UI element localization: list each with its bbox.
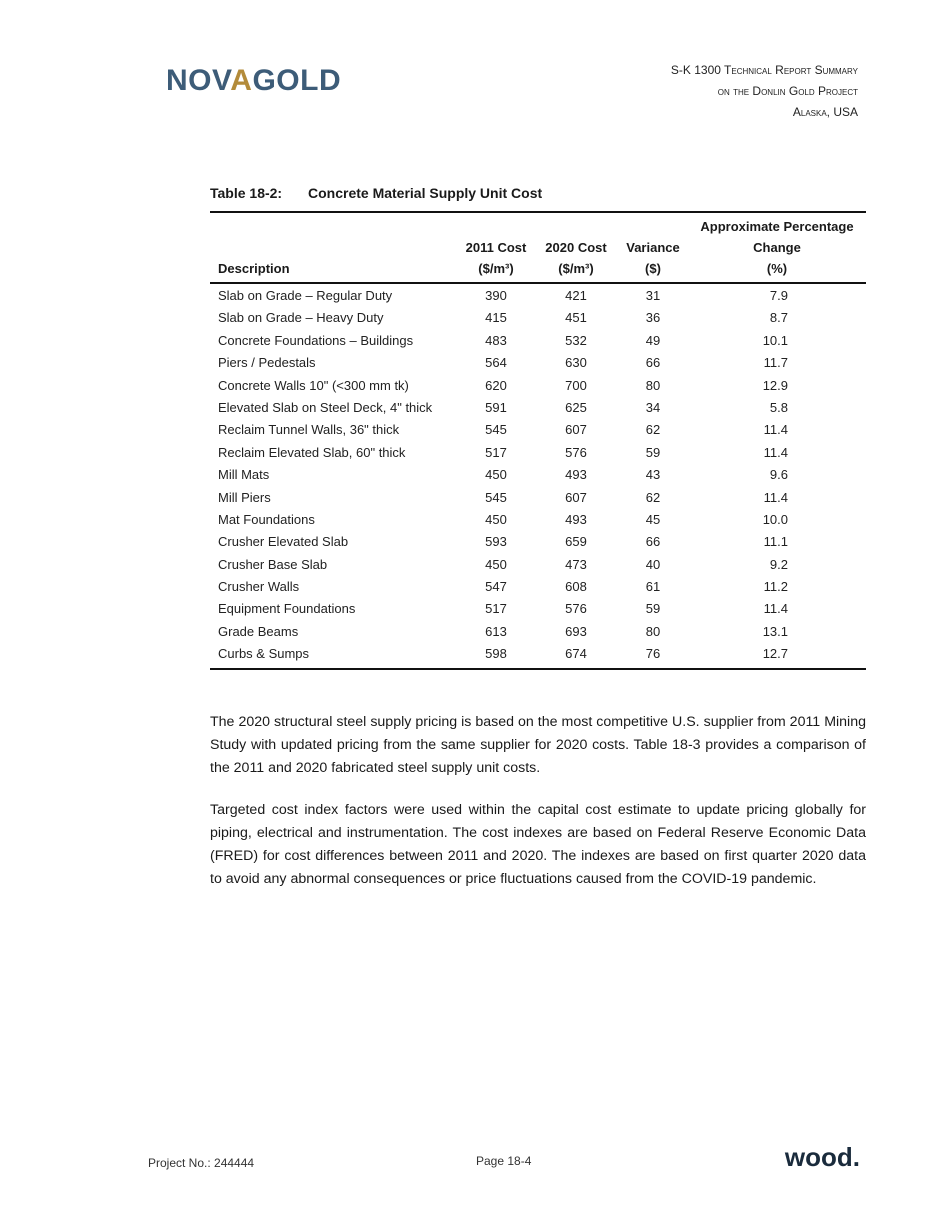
row-description: Mill Mats <box>218 467 270 483</box>
row-description: Crusher Base Slab <box>218 556 328 572</box>
row-2020-cost: 493 <box>565 467 587 483</box>
row-description: Reclaim Tunnel Walls, 36" thick <box>218 422 400 438</box>
row-percentage-change: 11.4 <box>763 601 788 617</box>
logo-text-nov: NOV <box>166 64 231 97</box>
row-percentage-change: 11.1 <box>763 534 788 550</box>
table-row <box>210 375 866 397</box>
row-2011-cost: 613 <box>485 623 507 639</box>
header-line-3: Alaska, USA <box>792 105 858 119</box>
header-2011-cost: 2011 Cost ($/m³) <box>465 240 527 276</box>
table-row <box>210 576 866 598</box>
row-2011-cost: 591 <box>485 399 507 415</box>
row-description: Equipment Foundations <box>218 601 356 617</box>
table-row <box>210 285 866 307</box>
row-2011-cost: 517 <box>485 601 507 617</box>
row-variance: 59 <box>645 601 661 617</box>
table-row <box>210 598 866 620</box>
table-row <box>210 531 866 553</box>
report-header <box>671 60 858 123</box>
row-2020-cost: 693 <box>565 623 587 639</box>
row-2020-cost: 674 <box>565 646 587 662</box>
row-variance: 59 <box>645 444 661 460</box>
row-percentage-change: 9.2 <box>769 556 788 572</box>
novagold-logo <box>166 64 341 98</box>
page-number: Page 18-4 <box>476 1154 532 1168</box>
row-2011-cost: 390 <box>485 288 507 303</box>
row-2020-cost: 493 <box>565 511 587 527</box>
row-2011-cost: 593 <box>485 534 507 550</box>
row-2011-cost: 415 <box>485 310 507 326</box>
row-description: Concrete Walls 10" (<300 mm tk) <box>218 377 409 393</box>
row-variance: 49 <box>645 332 661 348</box>
row-description: Mill Piers <box>218 489 271 505</box>
row-variance: 43 <box>645 467 661 483</box>
table-row <box>210 464 866 486</box>
header-line-1: S-K 1300 Technical Report Summary <box>670 63 858 77</box>
row-description: Mat Foundations <box>218 511 315 527</box>
table-row <box>210 397 866 419</box>
row-2020-cost: 532 <box>565 332 587 348</box>
header-percentage-change: Approximate Percentage Change (%) <box>700 219 854 276</box>
row-2011-cost: 547 <box>485 579 507 595</box>
row-description: Crusher Walls <box>218 579 300 595</box>
table-row <box>210 509 866 531</box>
table-row <box>210 307 866 329</box>
paragraph-steel-pricing: The 2020 structural steel supply pricing is based on the most competitive U.S. supplier from 2011 Mining Study with updated pricing from the same supplier for 2020 costs. Table 18-3 provides a comparison of the 2011 and 2020 fabricated steel supply unit costs. <box>210 714 866 776</box>
table-row <box>210 643 866 665</box>
row-2020-cost: 659 <box>565 534 587 550</box>
row-2011-cost: 545 <box>485 489 507 505</box>
table-number: Table 18-2: <box>210 185 283 201</box>
row-percentage-change: 8.7 <box>769 310 788 326</box>
project-number: Project No.: 244444 <box>148 1156 255 1170</box>
row-2020-cost: 473 <box>565 556 587 572</box>
row-2020-cost: 608 <box>565 579 587 595</box>
table-row <box>210 487 866 509</box>
row-variance: 61 <box>645 579 661 595</box>
row-percentage-change: 12.7 <box>762 646 788 662</box>
row-variance: 62 <box>645 489 661 505</box>
header-2020-cost: 2020 Cost ($/m³) <box>545 240 607 276</box>
row-percentage-change: 13.1 <box>762 623 788 639</box>
row-2011-cost: 564 <box>485 355 507 371</box>
cost-table <box>210 211 866 670</box>
header-description: Description <box>218 261 290 276</box>
table-row <box>210 352 866 374</box>
row-percentage-change: 11.7 <box>763 355 788 371</box>
row-2020-cost: 451 <box>565 310 587 326</box>
row-2011-cost: 450 <box>485 467 507 483</box>
row-2020-cost: 630 <box>565 355 587 371</box>
logo-text-a: A <box>230 64 253 97</box>
row-variance: 34 <box>645 399 661 415</box>
wood-logo: wood. <box>784 1142 860 1172</box>
row-variance: 31 <box>645 288 661 303</box>
row-description: Piers / Pedestals <box>218 355 316 371</box>
row-variance: 76 <box>645 646 661 662</box>
row-percentage-change: 5.8 <box>769 399 788 415</box>
row-percentage-change: 11.4 <box>763 422 788 438</box>
row-percentage-change: 7.9 <box>769 288 788 303</box>
row-percentage-change: 10.0 <box>762 511 788 527</box>
row-variance: 80 <box>645 623 661 639</box>
row-description: Crusher Elevated Slab <box>218 534 349 550</box>
row-variance: 36 <box>645 310 661 326</box>
row-variance: 66 <box>645 355 661 371</box>
row-variance: 45 <box>645 511 661 527</box>
row-variance: 62 <box>645 422 661 438</box>
row-2020-cost: 576 <box>565 601 587 617</box>
table-title: Concrete Material Supply Unit Cost <box>308 185 543 201</box>
table-body <box>210 284 866 668</box>
table-row <box>210 621 866 643</box>
row-2011-cost: 517 <box>485 444 507 460</box>
row-variance: 40 <box>645 556 661 572</box>
row-description: Elevated Slab on Steel Deck, 4" thick <box>218 399 433 415</box>
row-percentage-change: 11.4 <box>763 444 788 460</box>
row-variance: 80 <box>645 377 661 393</box>
row-percentage-change: 9.6 <box>769 467 788 483</box>
row-description: Reclaim Elevated Slab, 60" thick <box>218 444 406 460</box>
row-description: Grade Beams <box>218 623 299 639</box>
row-percentage-change: 11.4 <box>763 489 788 505</box>
row-variance: 66 <box>645 534 661 550</box>
row-2011-cost: 545 <box>485 422 507 438</box>
table-row <box>210 419 866 441</box>
table-header <box>210 213 866 284</box>
logo-text-gold: GOLD <box>252 64 342 97</box>
table-caption <box>210 185 542 201</box>
row-description: Slab on Grade – Heavy Duty <box>218 310 384 326</box>
row-2020-cost: 607 <box>565 422 587 438</box>
table-row <box>210 330 866 352</box>
header-line-2: on the Donlin Gold Project <box>717 84 858 98</box>
paragraph-cost-index: Targeted cost index factors were used within the capital cost estimate to update pricing globally for piping, electrical and instrumentation. The cost indexes are based on Federal Reserve Economic Data (FRED) for cost differences between 2011 and 2020. The indexes are based on first quarter 2020 data to avoid any abnormal consequences or price fluctuations caused from the COVID-19 pandemic. <box>210 802 866 887</box>
header-variance: Variance ($) <box>626 240 680 276</box>
row-description: Concrete Foundations – Buildings <box>218 332 414 348</box>
table-row <box>210 554 866 576</box>
row-2011-cost: 620 <box>485 377 507 393</box>
row-2011-cost: 450 <box>485 556 507 572</box>
row-percentage-change: 10.1 <box>762 332 788 348</box>
row-2020-cost: 700 <box>565 377 587 393</box>
row-2020-cost: 607 <box>565 489 587 505</box>
row-percentage-change: 11.2 <box>763 579 788 595</box>
row-2011-cost: 483 <box>485 332 507 348</box>
row-description: Slab on Grade – Regular Duty <box>218 288 393 303</box>
row-2020-cost: 576 <box>565 444 587 460</box>
row-2011-cost: 598 <box>485 646 507 662</box>
row-2020-cost: 421 <box>565 288 587 303</box>
row-percentage-change: 12.9 <box>762 377 788 393</box>
row-2011-cost: 450 <box>485 511 507 527</box>
row-description: Curbs & Sumps <box>218 646 310 662</box>
row-2020-cost: 625 <box>565 399 587 415</box>
table-row <box>210 442 866 464</box>
